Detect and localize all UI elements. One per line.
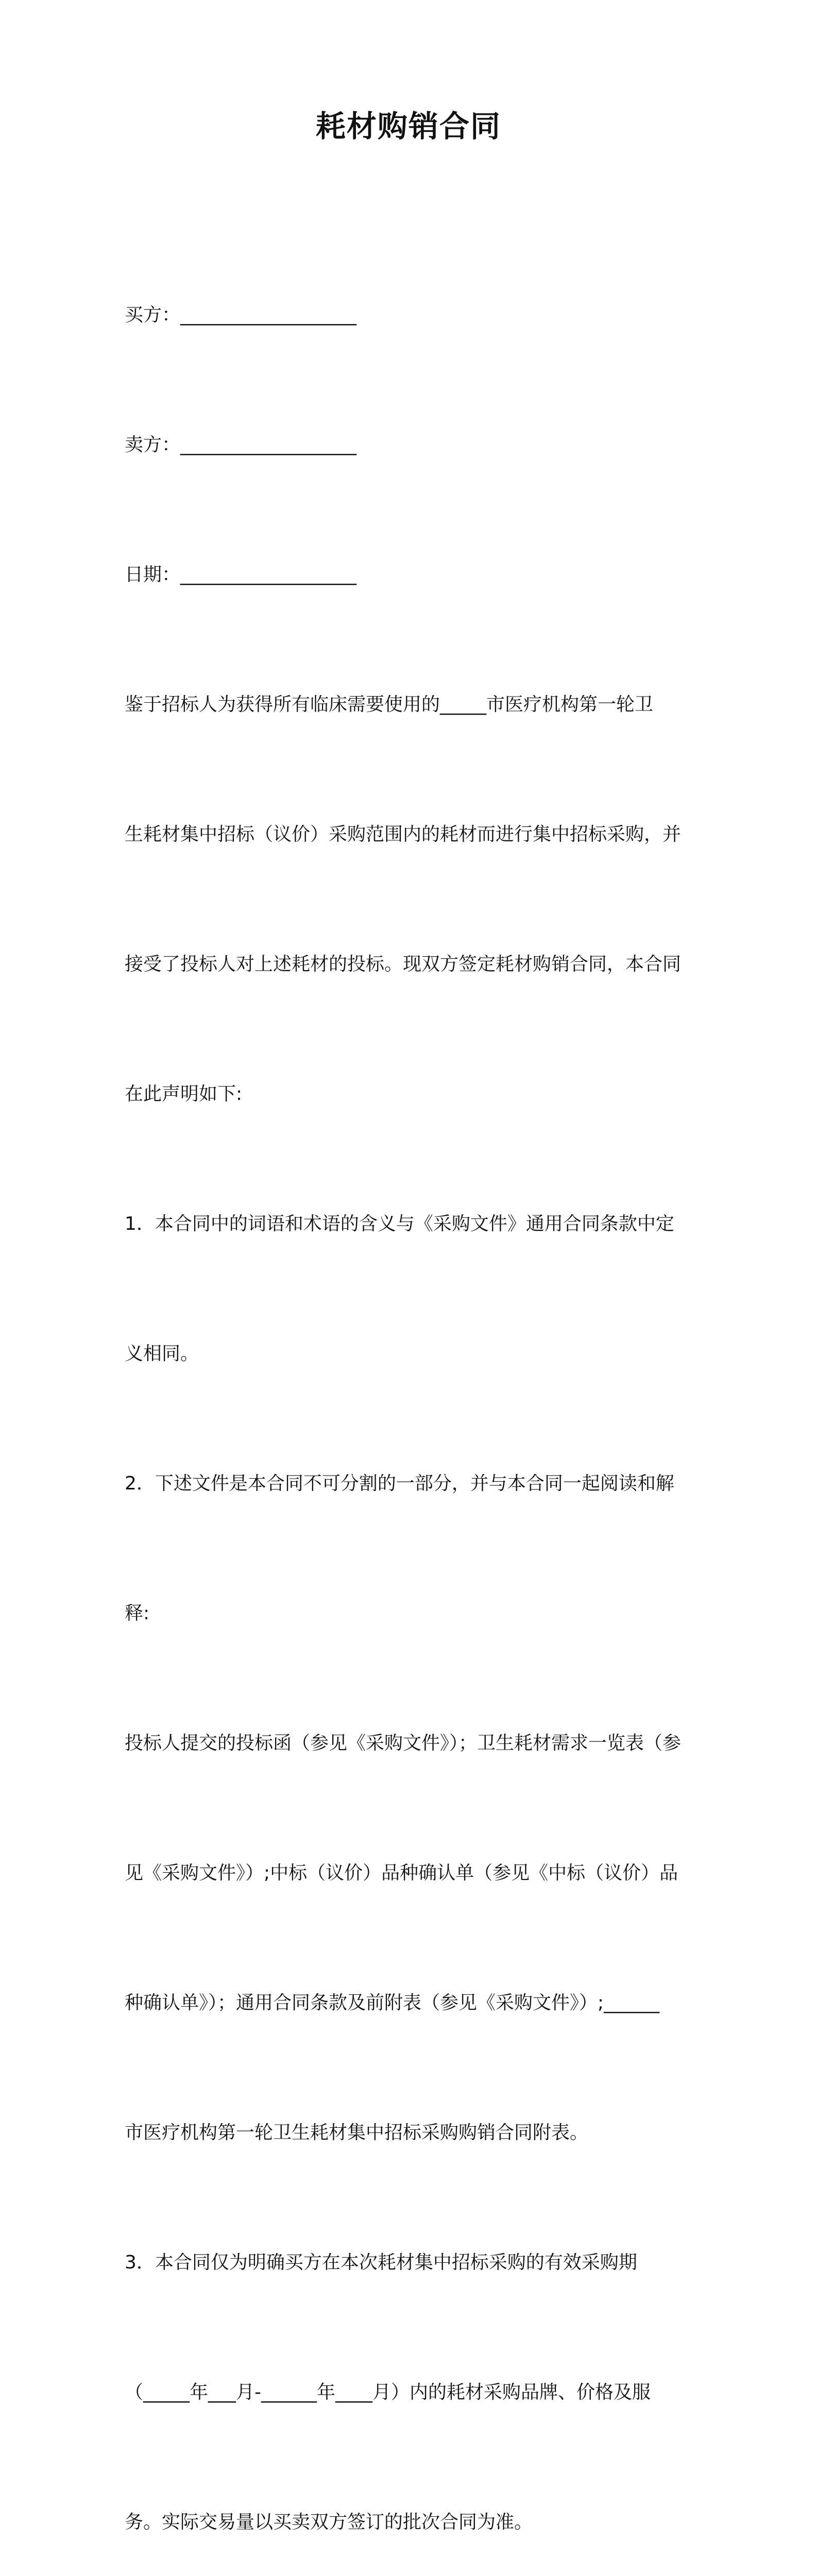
clause-1-line: 1．本合同中的词语和术语的含义与《采购文件》通用合同条款中定 <box>125 1213 674 1234</box>
document-list-line: 市医疗机构第一轮卫生耗材集中招标采购购销合同附表。 <box>125 2122 589 2143</box>
paragraph-line: 在此声明如下: <box>125 1083 243 1105</box>
clause-3-line: （_____年___月-______年____月）内的耗材采购品牌、价格及服 <box>125 2382 651 2403</box>
buyer-line: 买方：___________________ <box>125 304 357 326</box>
document-title: 耗材购销合同 <box>315 109 501 144</box>
clause-2-line: 2．下述文件是本合同不可分割的一部分，并与本合同一起阅读和解 <box>125 1473 674 1494</box>
document-list-line: 见《采购文件》）;中标（议价）品种确认单（参见《中标（议价）品 <box>125 1862 678 1884</box>
document-list-line: 种确认单》）；通用合同条款及前附表（参见《采购文件》）;______ <box>125 1992 660 2013</box>
paragraph-line: 生耗材集中招标（议价）采购范围内的耗材而进行集中招标采购，并 <box>125 824 682 845</box>
document-list-line: 投标人提交的投标函（参见《采购文件》）；卫生耗材需求一览表（参 <box>125 1733 682 1754</box>
clause-2-line: 释: <box>125 1603 150 1624</box>
date-line: 日期：___________________ <box>125 564 357 585</box>
contract-body <box>125 207 702 2576</box>
seller-line: 卖方：___________________ <box>125 434 357 455</box>
clause-3-line: 3．本合同仅为明确买方在本次耗材集中招标采购的有效采购期 <box>125 2252 637 2273</box>
clause-3-line: 务。实际交易量以买卖双方签订的批次合同为准。 <box>125 2512 533 2533</box>
clause-1-line: 义相同。 <box>125 1343 199 1364</box>
paragraph-line: 鉴于招标人为获得所有临床需要使用的_____市医疗机构第一轮卫 <box>125 694 654 715</box>
paragraph-line: 接受了投标人对上述耗材的投标。现双方签定耗材购销合同，本合同 <box>125 954 682 975</box>
